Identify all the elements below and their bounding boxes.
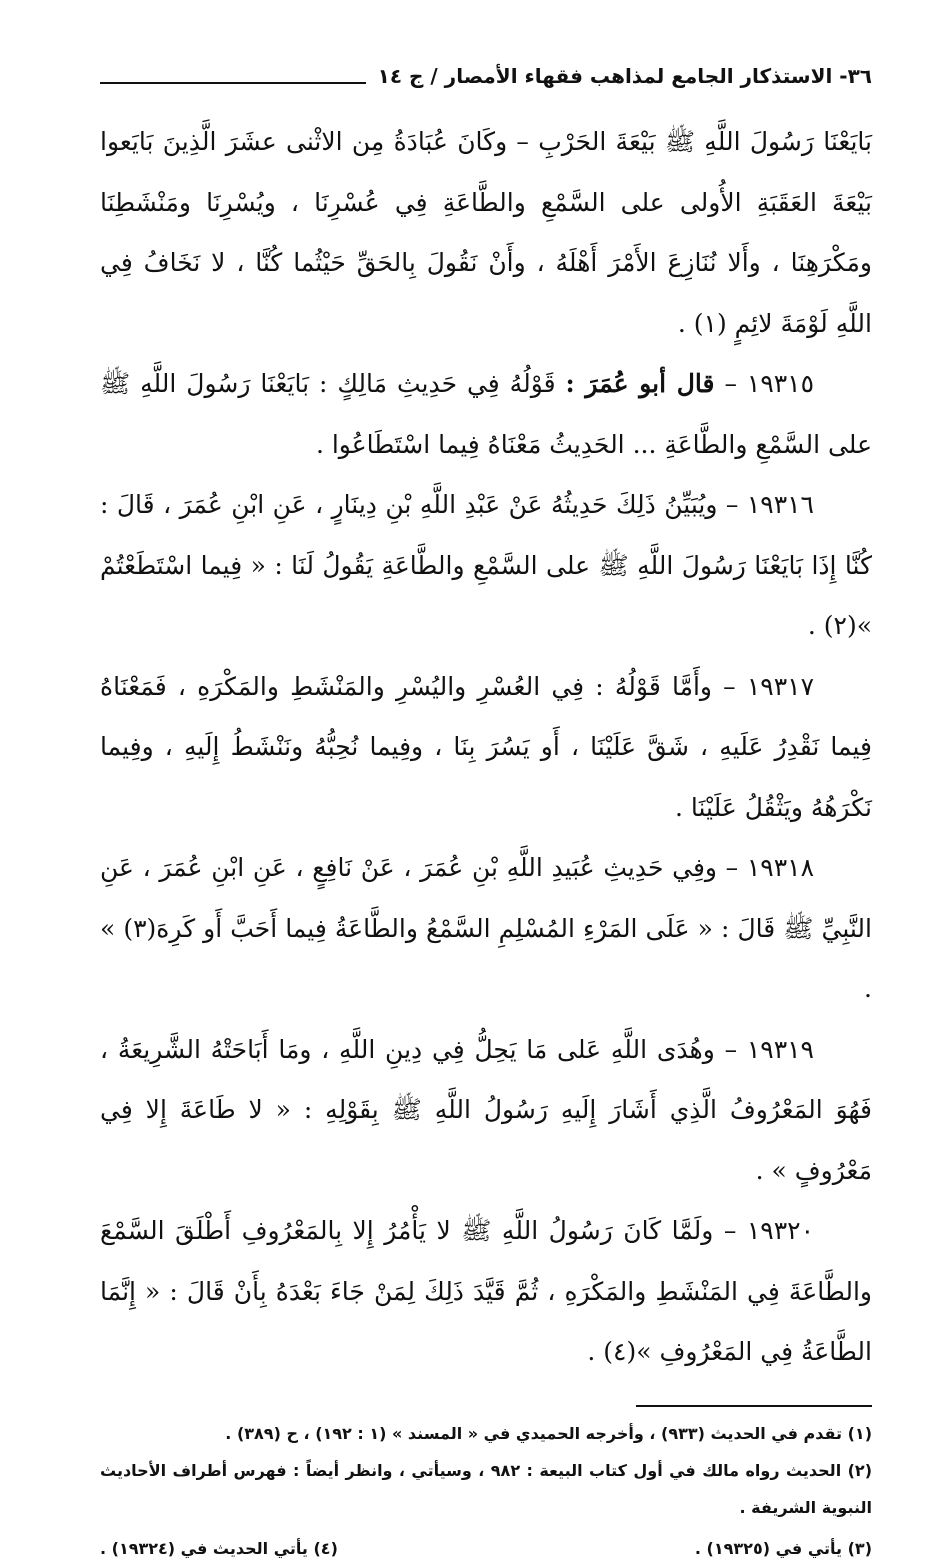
paragraph-19315 (100, 354, 872, 475)
footnote-3: (٣) يأتي في (١٩٣٢٥) . (694, 1538, 872, 1558)
page (100, 58, 872, 1567)
paragraph-text: بَايَعْنَا رَسُولَ اللَّهِ ﷺ بَيْعَةَ الحَرْبِ – وكَانَ عُبَادَةُ مِن الاثْنى عشَرَ الَّذِينَ بَايَعوا بَيْعَةَ العَقَبَةِ الأُولى على السَّمْعِ والطَّاعَةِ فِي عُسْرِنَا ، ويُسْرِنَا ومَنْشَطِنَا ومَكْرَهِنَا ، وأَلا نُنَازِعَ الأَمْرَ أَهْلَهُ ، وأَنْ نَقُولَ بِالحَقِّ حَيْثُما كُنَّا ، لا نَخَافُ فِي اللَّهِ لَوْمَةَ لائِمٍ (١) . (100, 127, 872, 338)
main-text (100, 112, 872, 1383)
header-rule (100, 82, 366, 84)
paragraph-19317 (100, 657, 872, 839)
paragraph-number: ١٩٣١٨ – (725, 853, 814, 882)
running-header (100, 58, 872, 92)
paragraph-text: ولَمَّا كَانَ رَسُولُ اللَّهِ ﷺ لا يَأْمُرُ إِلا بِالمَعْرُوفِ أَطْلَقَ السَّمْعَ والطَّاعَةَ فِي المَنْشَطِ والمَكْرَهِ ، ثُمَّ قَيَّدَ ذَلِكَ لِمَنْ جَاءَ بَعْدَهُ بِأَنْ قَالَ : « إِنَّمَا الطَّاعَةُ فِي المَعْرُوفِ »(٤) . (100, 1216, 872, 1366)
speaker-label: قال أبو عُمَرَ : (565, 369, 715, 398)
paragraph-text: وهُدَى اللَّهِ عَلى مَا يَحِلُّ فِي دِينِ اللَّهِ ، ومَا أَبَاحَتْهُ الشَّرِيعَةُ ، فَهُوَ المَعْرُوفُ الَّذِي أَشَارَ إِلَيهِ رَسُولُ اللَّهِ ﷺ بِقَوْلِهِ : « لا طَاعَةَ إِلا فِي مَعْرُوفٍ » . (100, 1034, 872, 1185)
paragraph-number: ١٩٣٢٠ – (723, 1216, 815, 1245)
paragraph-text: وفِي حَدِيثِ عُبَيدِ اللَّهِ بْنِ عُمَرَ ، عَنْ نَافِعٍ ، عَنِ ابْنِ عُمَرَ ، عَنِ النَّبِيِّ ﷺ قَالَ : « عَلَى المَرْءِ المُسْلِمِ السَّمْعُ والطَّاعَةُ فِيما أَحَبَّ أَو كَرِهَ(٣) » . (100, 853, 872, 1003)
running-header-title: ٣٦- الاستذكار الجامع لمذاهب فقهاء الأمصار / ج ١٤ (377, 64, 872, 88)
paragraph-number: ١٩٣١٥ – (724, 369, 815, 398)
paragraph-number: ١٩٣١٩ – (724, 1034, 814, 1064)
footnote-1: (١) تقدم في الحديث (٩٣٣) ، وأخرجه الحميدي في « المسند » (١ : ١٩٢) ، ح (٣٨٩) . (225, 1423, 872, 1443)
footnote-4: (٤) يأتي الحديث في (١٩٣٢٤) . (100, 1538, 338, 1558)
footnote-row (100, 1530, 872, 1567)
paragraph-19318 (100, 838, 872, 1020)
paragraph-text: ويُبَيِّنُ ذَلِكَ حَدِيثُهُ عَنْ عَبْدِ اللَّهِ بْنِ دِينَارٍ ، عَنِ ابْنِ عُمَرَ ، قَالَ : كُنَّا إِذَا بَايَعْنَا رَسُولَ اللَّهِ ﷺ على السَّمْعِ والطَّاعَةِ يَقُولُ لَنَا : « فِيما اسْتَطَعْتُمْ »(٢) . (100, 490, 872, 640)
footnotes (100, 1415, 872, 1567)
paragraph-number: ١٩٣١٧ – (723, 671, 814, 701)
footnote-2: (٢) الحديث رواه مالك في أول كتاب البيعة : ٩٨٢ ، وسيأتي ، وانظر أيضاً : فهرس أطراف الأحاديث النبوية الشريفة . (100, 1460, 872, 1517)
paragraph-text: قَوْلُهُ فِي حَدِيثِ مَالِكٍ : بَايَعْنَا رَسُولَ اللَّهِ ﷺ على السَّمْعِ والطَّاعَةِ ... الحَدِيثُ مَعْنَاهُ فِيما اسْتَطَاعُوا . (100, 369, 872, 459)
paragraph-19319 (100, 1020, 872, 1202)
paragraph-19316 (100, 475, 872, 657)
paragraph-continuation (100, 112, 872, 354)
paragraph-text: وأَمَّا قَوْلُهُ : فِي العُسْرِ واليُسْرِ والمَنْشَطِ والمَكْرَهِ ، فَمَعْنَاهُ فِيما نَقْدِرُ عَلَيهِ ، شَقَّ عَلَيْنَا ، أَو يَسُرَ بِنَا ، وفِيما نُحِبُّهُ ونَنْشَطُ إِلَيهِ ، وفِيما نَكْرَهُهُ ويَثْقُلُ عَلَيْنَا . (100, 671, 872, 822)
paragraph-number: ١٩٣١٦ – (725, 490, 814, 519)
paragraph-19320 (100, 1201, 872, 1383)
footnote-separator (636, 1405, 872, 1407)
